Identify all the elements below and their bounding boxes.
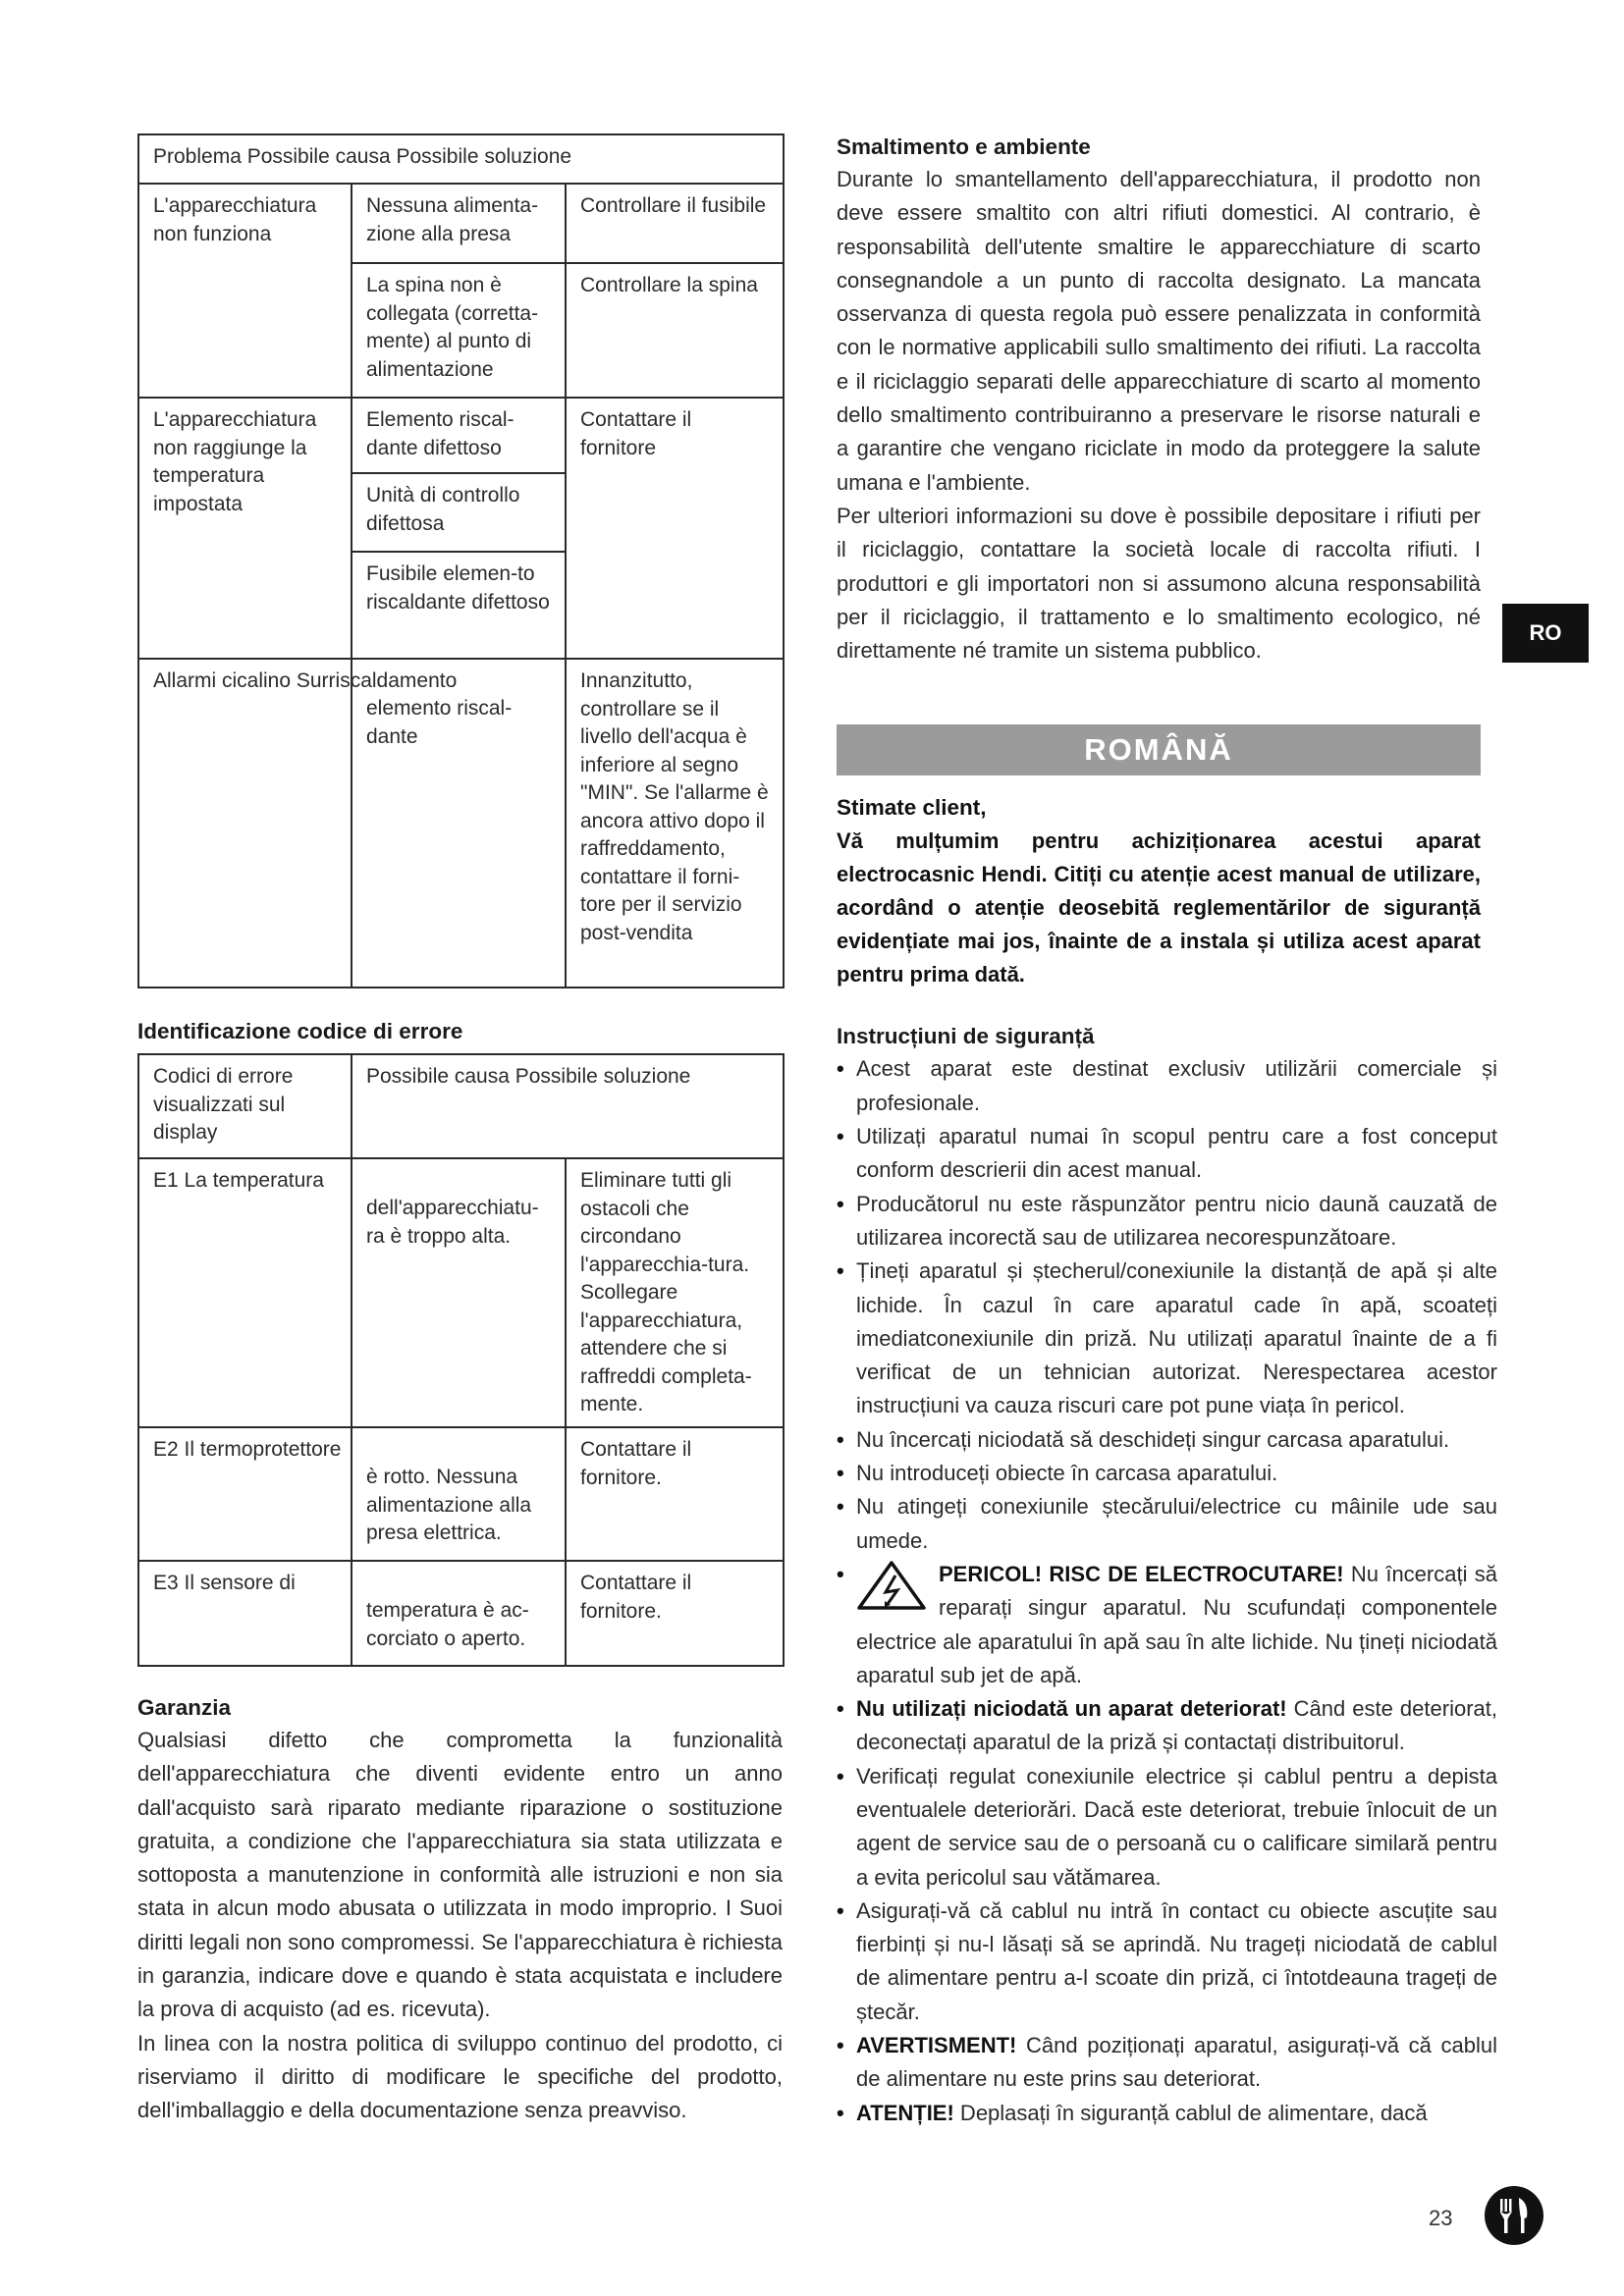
danger-label: PERICOL! RISC DE ELECTROCUTARE! <box>939 1561 1344 1586</box>
list-item: • Asigurați-vă că cablul nu intră în contact cu obiecte ascuțite sau fierbinți și nu-l lăsați să se aprindă. Nu trageți niciodată de cablul de alimentare pentru a-l scoate din priză, ci întotdeauna trageți de ștecăr. <box>837 1895 1497 2029</box>
disposal-title: Smaltimento e ambiente <box>837 134 1091 159</box>
problem-cell: L'apparecchiatura non funziona <box>138 184 352 398</box>
warranty-title: Garanzia <box>137 1695 232 1720</box>
table-row <box>138 659 784 988</box>
list-item: • Producătorul nu este răspunzător pentru nicio daună cauzată de utilizarea incorectă sau de utilizarea necorespunzătoare. <box>837 1188 1497 1255</box>
warning-text: Când poziționați aparatul, asigurați-vă că cablul de alimentare nu este prins sau deteriorat. <box>856 2033 1497 2092</box>
solution-cell: Contattare il fornitore. <box>566 1427 784 1561</box>
cause-cell: Nessuna alimenta-zione alla presa <box>352 184 566 263</box>
solution-cell: Innanzitutto, controllare se il livello dell'acqua è inferiore al segno "MIN". Se l'allarme è ancora attivo dopo il raffreddamento, contattare il forni-tore per il servizio post-vendita <box>566 659 784 988</box>
right-column <box>837 132 1497 2130</box>
table-header: Problema Possibile causa Possibile soluzione <box>138 134 784 184</box>
troubleshooting-table <box>137 133 785 988</box>
page-number: 23 <box>1429 2206 1453 2230</box>
error-code-cell: E2 Il termoprotettore <box>138 1427 352 1561</box>
error-code-cell: E1 La temperatura <box>138 1158 352 1427</box>
warning-label: Nu utilizați niciodată un aparat deteriorat! <box>856 1696 1287 1722</box>
disposal-paragraph: Durante lo smantellamento dell'apparecchiatura, il prodotto non deve essere smaltito con altri rifiuti domestici. Al contrario, è responsabilità dell'utente smaltire le apparecchiature di scarto consegnandole a un punto di raccolta designato. La mancata osservanza di questa regola può essere penalizzata in conformità con le normative applicabili sullo smaltimento dei rifiuti. La raccolta e il riciclaggio separati delle apparecchiature di scarto al momento dello smaltimento contribuiranno a preservare le risorse naturali e a garantire che vengano riciclate in modo da proteggere la salute umana e l'ambiente. <box>837 167 1481 495</box>
table-row <box>138 184 784 263</box>
list-item: • Verificați regulat conexiunile electrice și cablul pentru a depista eventualele deteriorări. Dacă este deteriorat, trebuie înlocuit de un agent de service sau de o persoană cu o calificare similară pentru a evita pericolul sau vătămarea. <box>837 1760 1497 1895</box>
overflow-text: Allarmi cicalino Surriscaldamento <box>153 669 458 692</box>
language-tab: RO <box>1502 604 1589 663</box>
solution-cell: Contattare il fornitore. <box>566 1561 784 1666</box>
cause-cell: Unità di controllo difettosa <box>352 473 566 552</box>
cause-cell: temperatura è ac-corciato o aperto. <box>352 1561 566 1666</box>
cause-cell: Elemento riscal-dante difettoso <box>352 398 566 473</box>
error-code-table <box>137 1053 785 1667</box>
cause-cell: dell'apparecchiatu-ra è troppo alta. <box>352 1158 566 1427</box>
cause-cell: La spina non è collegata (corretta-mente) al punto di alimentazione <box>352 263 566 398</box>
error-header-rest: Possibile causa Possibile soluzione <box>352 1054 784 1158</box>
warning-label: AVERTISMENT! <box>856 2033 1017 2058</box>
warning-text: Deplasați în siguranță cablul de alimentare, dacă <box>953 2100 1428 2125</box>
left-column <box>137 133 783 2128</box>
cause-cell: elemento riscal-dante <box>352 659 566 988</box>
table-row <box>138 398 784 473</box>
solution-cell: Contattare il fornitore <box>566 398 784 659</box>
cutlery-icon <box>1484 2185 1544 2246</box>
warning-text: Când este deteriorat, deconectați aparatul de la priză și contactați distribuitorul. <box>856 1696 1497 1755</box>
table-row <box>138 1158 784 1427</box>
error-codes-title: Identificazione codice di errore <box>137 1019 463 1043</box>
greeting: Stimate client, <box>837 795 987 821</box>
intro-paragraph: Vă mulțumim pentru achiziționarea acestui aparat electrocasnic Hendi. Citiți cu atenție acest manual de utilizare, acordând o atenție deosebită reglementărilor de siguranță evidențiate mai jos, înainte de a instala și utiliza acest aparat pentru prima dată. <box>837 828 1481 988</box>
error-header-col1: Codici di errore visualizzati sul display <box>138 1054 352 1158</box>
solution-cell: Eliminare tutti gli ostacoli che circondano l'apparecchia-tura. Scollegare l'apparecchiatura, attendere che si raffreddi completa-mente. <box>566 1158 784 1427</box>
solution-cell: Controllare la spina <box>566 263 784 398</box>
table-row <box>138 1561 784 1666</box>
language-banner: ROMÂNĂ <box>837 724 1481 775</box>
safety-title: Instrucțiuni de siguranță <box>837 1024 1095 1049</box>
list-item: • Nu încercați niciodată să deschideți singur carcasa aparatului. <box>837 1423 1497 1457</box>
cause-cell: è rotto. Nessuna alimentazione alla presa elettrica. <box>352 1427 566 1561</box>
table-header-row <box>138 134 784 184</box>
list-item: • Acest aparat este destinat exclusiv utilizării comerciale și profesionale. <box>837 1052 1497 1120</box>
safety-list <box>837 1052 1497 2130</box>
warning-label: ATENȚIE! <box>856 2100 954 2125</box>
problem-cell: L'apparecchiatura non raggiunge la temperatura impostata <box>138 398 352 659</box>
list-item <box>837 2029 1497 2097</box>
list-item <box>837 2097 1497 2130</box>
list-item: • Nu introduceți obiecte în carcasa aparatului. <box>837 1457 1497 1490</box>
warranty-paragraph: Qualsiasi difetto che comprometta la funzionalità dell'apparecchiatura che diventi evidente entro un anno dall'acquisto sarà riparato mediante riparazione o sostituzione gratuita, a condizione che l'apparecchiatura sia stata utilizzata e sottoposta a manutenzione in conformità alle istruzioni e non sia stata in alcun modo abusata o utilizzata in modo improprio. I Suoi diritti legali non sono compromessi. Se l'apparecchiatura è richiesta in garanzia, indicare dove e quando è stata acquistata e includere la prova di acquisto (ad es. ricevuta). <box>137 1728 783 2022</box>
list-item: • Utilizați aparatul numai în scopul pentru care a fost conceput conform descrierii din acest manual. <box>837 1120 1497 1188</box>
cause-cell: Fusibile elemen-to riscaldante difettoso <box>352 552 566 659</box>
warranty-paragraph: In linea con la nostra politica di sviluppo continuo del prodotto, ci riserviamo il diritto di modificare le specifiche del prodotto, dell'imballaggio e della documentazione senza preavviso. <box>137 2030 783 2123</box>
error-code-cell: E3 Il sensore di <box>138 1561 352 1666</box>
list-item: • Nu atingeți conexiunile ștecărului/electrice cu mâinile ude sau umede. <box>837 1490 1497 1558</box>
electric-hazard-icon <box>856 1560 927 1611</box>
table-header-row <box>138 1054 784 1158</box>
table-row <box>138 1427 784 1561</box>
danger-text: Nu încercați să reparați singur aparatul. Nu scufundați componentele electrice ale aparatului în apă sau în alte lichide. Nu țineți niciodată aparatul sub jet de apă. <box>856 1561 1498 1687</box>
solution-cell: Controllare il fusibile <box>566 184 784 263</box>
list-item: • Țineți aparatul și ștecherul/conexiunile la distanță de apă și alte lichide. În cazul în care aparatul cade în apă, scoateți imediatconexiunile din priză. Nu utilizați aparatul înainte de a fi verificat de un tehnician autorizat. Nerespectarea acestor instrucțiuni va cauza riscuri care pot pune viața în pericol. <box>837 1255 1497 1422</box>
list-item <box>837 1558 1497 1692</box>
list-item <box>837 1692 1497 1760</box>
disposal-paragraph: Per ulteriori informazioni su dove è possibile depositare i rifiuti per il riciclaggio, contattare la società locale di raccolta rifiuti. I produttori e gli importatori non si assumono alcuna responsabilità per il riciclaggio, il trattamento e lo smaltimento ecologico, né direttamente né tramite un sistema pubblico. <box>837 503 1481 664</box>
